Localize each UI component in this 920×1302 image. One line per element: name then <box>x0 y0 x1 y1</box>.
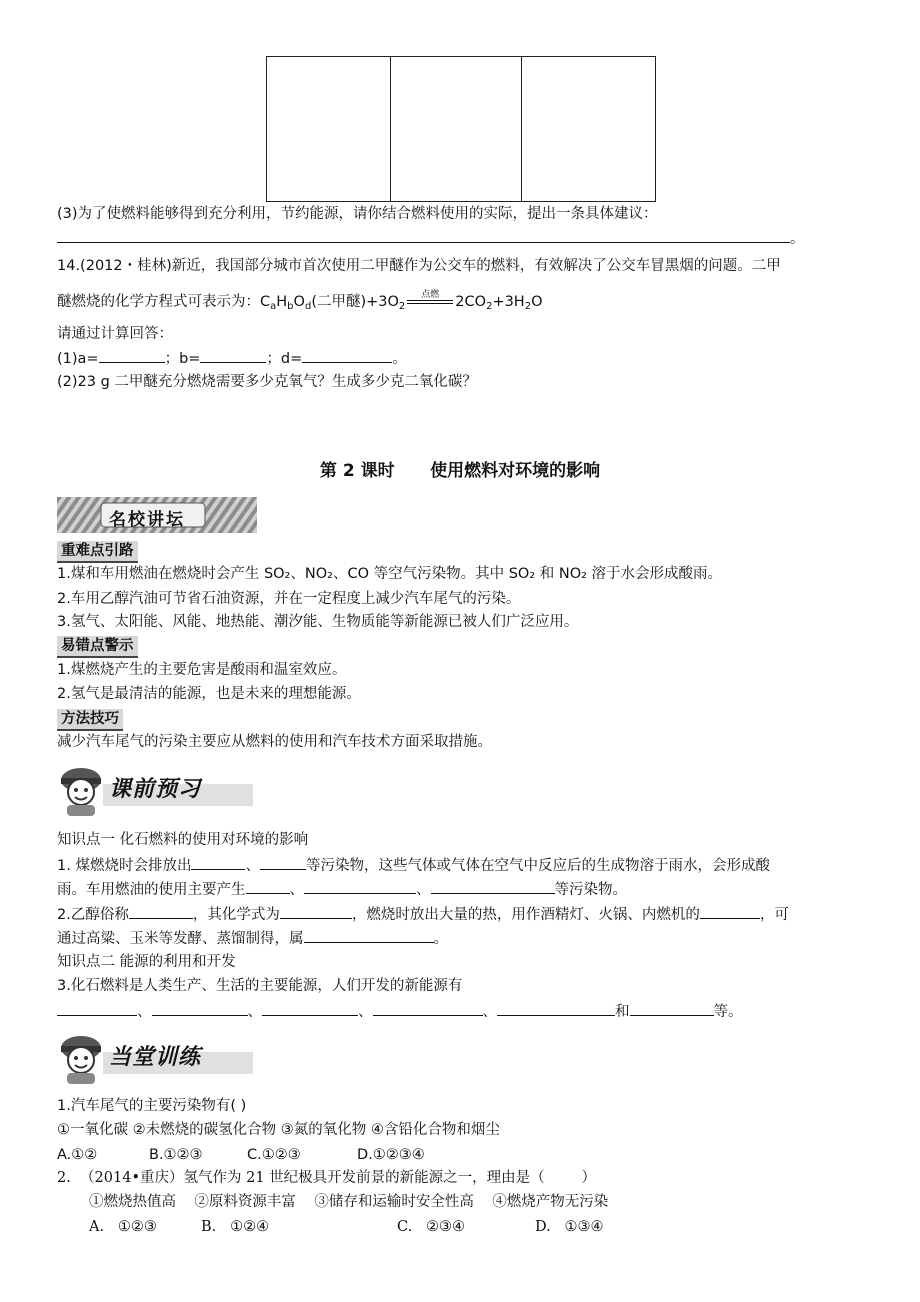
ex1-option-d[interactable]: D.①②③④ <box>357 1147 425 1163</box>
ex2-question: 2. （2014•重庆）氢气作为 21 世纪极具开发前景的新能源之一，理由是（ ） <box>57 1170 597 1186</box>
q14-text-line1: 14.(2012・桂林)新近，我国部分城市首次使用二甲醚作为公交车的燃料，有效解决了公交车冒黑烟的问题。二甲 <box>57 258 781 274</box>
mascot-icon <box>55 762 107 818</box>
q14-calc: 请通过计算回答： <box>57 326 173 342</box>
ex2-option-a[interactable]: A. ①②③ <box>89 1219 157 1235</box>
blank[interactable] <box>497 1001 615 1016</box>
blank[interactable] <box>191 855 245 870</box>
section-preview <box>55 762 265 818</box>
heading-error-warning: 易错点警示 <box>57 636 138 658</box>
ex1-option-c[interactable]: C.①②③ <box>247 1147 301 1163</box>
key-point-1: 1.煤和车用燃油在燃烧时会产生 SO₂、NO₂、CO 等空气污染物。其中 SO₂ 和 NO₂ 溶于水会形成酸雨。 <box>57 566 723 582</box>
ex2-option-b[interactable]: B. ①②④ <box>201 1219 270 1235</box>
q14-equation: 醚燃烧的化学方程式可表示为：$C_aH_bO_d$(二甲醚)$+3O_2$ 点燃 $2CO_2+3H_2O$ <box>57 290 543 312</box>
k1-q1: 1. 煤燃烧时会排放出 、 等污染物，这些气体或气体在空气中反应后的生成物溶于雨水，会形成酸 <box>57 855 770 876</box>
blank[interactable] <box>304 928 434 943</box>
k1-q2: 2.乙醇俗称 ，其化学式为 ，燃烧时放出大量的热，用作酒精灯、火锅、内燃机的 ，可 <box>57 904 789 925</box>
class-label: 当堂训练 <box>109 1045 202 1070</box>
blank[interactable] <box>280 904 352 919</box>
ex2-option-c[interactable]: C. ②③④ <box>397 1219 466 1235</box>
section-class-practice <box>55 1030 265 1086</box>
blank[interactable] <box>246 879 290 894</box>
q13-answer-line[interactable]: 。 <box>57 228 805 249</box>
blank[interactable] <box>129 904 193 919</box>
k1-q2-cont: 通过高粱、玉米等发酵、蒸馏制得，属 。 <box>57 928 448 949</box>
ex2-statements: ①燃烧热值高 ②原料资源丰富 ③储存和运输时安全性高 ④燃烧产物无污染 <box>89 1194 609 1210</box>
banner-label: 名校讲坛 <box>109 510 185 530</box>
ex1-options <box>57 1145 425 1165</box>
table-divider <box>390 57 391 201</box>
preview-label: 课前预习 <box>109 777 202 802</box>
key-point-2: 2.车用乙醇汽油可节省石油资源，并在一定程度上减少汽车尾气的污染。 <box>57 591 521 607</box>
heading-method: 方法技巧 <box>57 709 123 731</box>
blank[interactable] <box>304 879 416 894</box>
lesson-title: 第 2 课时 使用燃料对环境的影响 <box>319 461 601 481</box>
k1-q1-cont: 雨。车用燃油的使用主要产生 、 、 等污染物。 <box>57 879 627 900</box>
blank[interactable] <box>260 855 306 870</box>
k2-q3-blanks: 、 、 、 、 和 等。 <box>57 1001 743 1022</box>
blank-d[interactable] <box>302 348 392 363</box>
knowledge-2-title: 知识点二 能源的利用和开发 <box>57 954 236 970</box>
ex1-option-a[interactable]: A.①② <box>57 1147 98 1163</box>
ex1-question: 1.汽车尾气的主要污染物有( ) <box>57 1098 247 1114</box>
reaction-arrow: 点燃 <box>407 295 453 309</box>
ex2-option-d[interactable]: D. ①③④ <box>535 1219 604 1235</box>
blank-b[interactable] <box>200 348 266 363</box>
blank[interactable] <box>630 1001 714 1016</box>
k2-q3: 3.化石燃料是人类生产、生活的主要能源，人们开发的新能源有 <box>57 978 463 994</box>
blank-a[interactable] <box>99 348 165 363</box>
q14-part1: (1)a= ；b= ；d= 。 <box>57 348 407 369</box>
table-divider <box>521 57 522 201</box>
blank[interactable] <box>431 879 555 894</box>
key-point-3: 3.氢气、太阳能、风能、地热能、潮汐能、生物质能等新能源已被人们广泛应用。 <box>57 614 579 630</box>
blank[interactable] <box>700 904 760 919</box>
answer-table <box>266 56 656 202</box>
q13-part3: (3)为了使燃料能够得到充分利用，节约能源，请你结合燃料使用的实际，提出一条具体建议： <box>57 206 658 222</box>
error-point-2: 2.氢气是最清洁的能源，也是未来的理想能源。 <box>57 686 361 702</box>
blank[interactable] <box>57 1001 137 1016</box>
blank[interactable] <box>373 1001 483 1016</box>
blank[interactable] <box>152 1001 248 1016</box>
ex1-option-b[interactable]: B.①②③ <box>149 1147 203 1163</box>
heading-key-points: 重难点引路 <box>57 541 138 563</box>
ex1-statements: ①一氧化碳 ②未燃烧的碳氢化合物 ③氮的氧化物 ④含铅化合物和烟尘 <box>57 1122 500 1138</box>
knowledge-1-title: 知识点一 化石燃料的使用对环境的影响 <box>57 832 309 848</box>
blank[interactable] <box>262 1001 358 1016</box>
method-1: 减少汽车尾气的污染主要应从燃料的使用和汽车技术方面采取措施。 <box>57 734 492 750</box>
banner-mingxiao <box>57 497 257 533</box>
q14-part2: (2)23 g 二甲醚充分燃烧需要多少克氧气？生成多少克二氧化碳？ <box>57 374 477 390</box>
mascot-icon <box>55 1030 107 1086</box>
error-point-1: 1.煤燃烧产生的主要危害是酸雨和温室效应。 <box>57 662 347 678</box>
ex2-options <box>89 1217 649 1237</box>
